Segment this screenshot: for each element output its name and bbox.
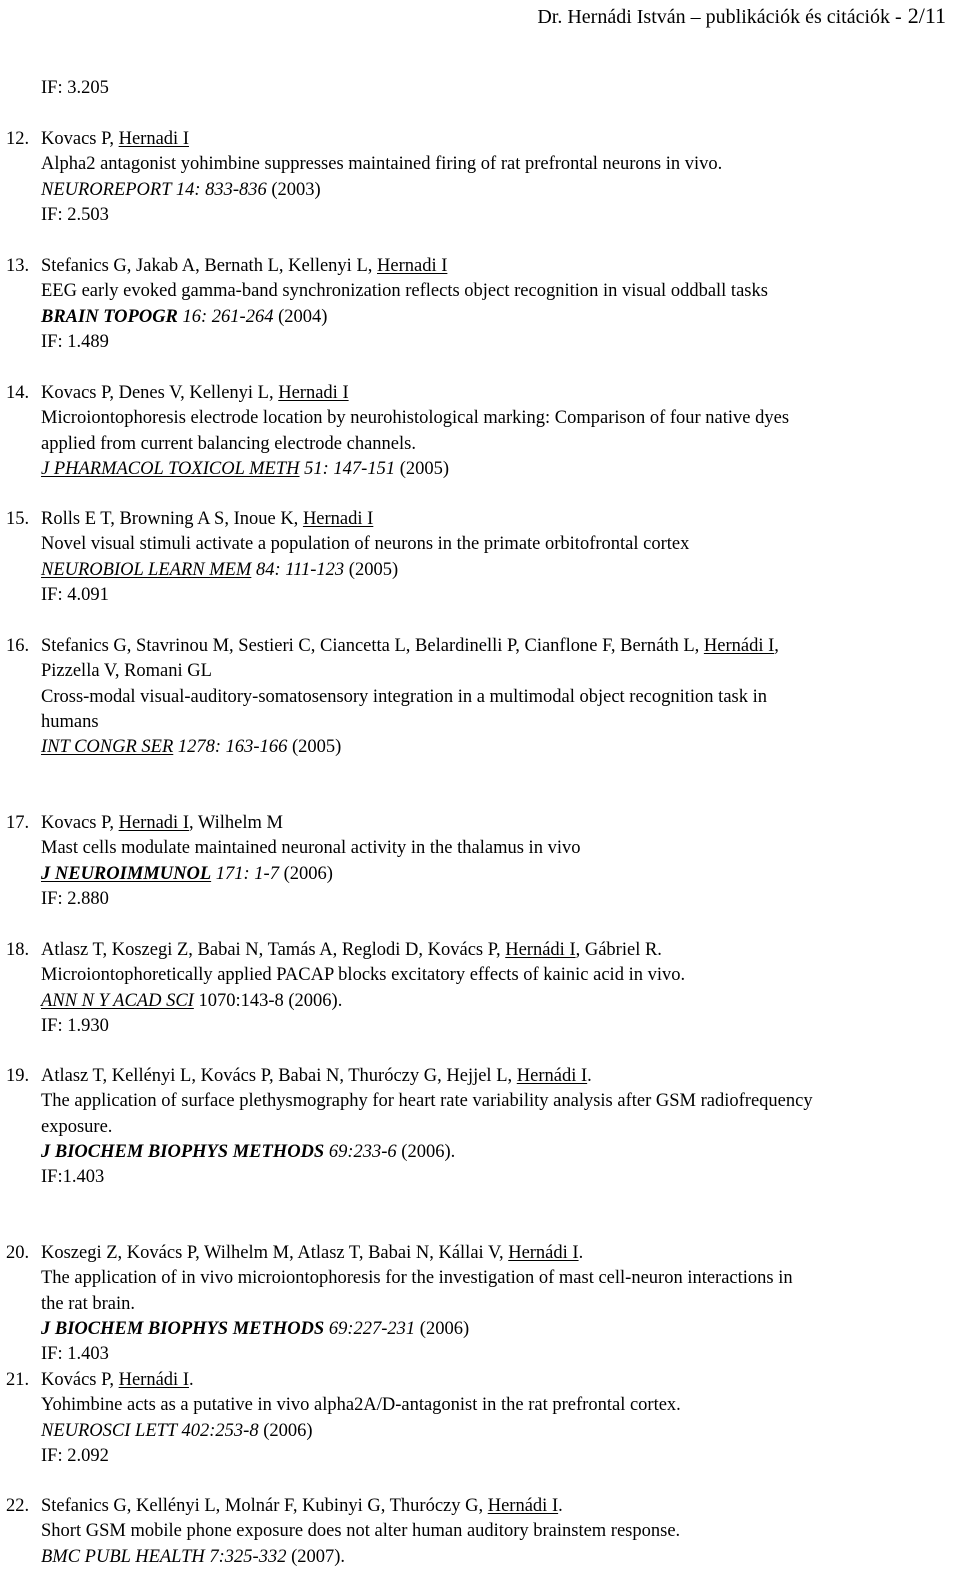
article-title: Mast cells modulate maintained neuronal activity in the thalamus in vivo: [41, 838, 581, 859]
article-title: Novel visual stimuli activate a population of neurons in the primate orbitofrontal cortex: [41, 534, 690, 555]
impact-factor: IF:1.403: [41, 1167, 105, 1188]
volume-pages: 1278: 163-166: [173, 737, 288, 758]
year: (2003): [266, 179, 321, 200]
year: (2004): [273, 306, 328, 327]
journal-name: BMC PUBL HEALTH: [41, 1546, 205, 1567]
journal-citation: [41, 735, 959, 760]
impact-factor: IF: 2.880: [41, 888, 109, 909]
year: (2006): [258, 1420, 313, 1441]
journal-name: J PHARMACOL TOXICOL METH: [41, 458, 300, 479]
journal-citation: [41, 178, 959, 203]
authors: Kovacs P, Denes V, Kellenyi L, Hernadi I: [41, 383, 349, 403]
journal-citation: [41, 989, 959, 1014]
article-title: Short GSM mobile phone exposure does not alter human auditory brainstem response.: [41, 1521, 681, 1542]
highlighted-author: Hernádi I: [516, 1066, 588, 1086]
entry-number: 19.: [6, 1066, 30, 1086]
volume-pages: 16: 261-264: [177, 306, 274, 327]
journal-citation: [41, 305, 959, 330]
authors: Kovacs P, Hernadi I, Wilhelm M: [41, 813, 283, 833]
authors: Stefanics G, Jakab A, Bernath L, Kellenyi L, Hernadi I: [41, 256, 448, 276]
journal-citation: [41, 862, 959, 887]
authors-line-2: Pizzella V, Romani GL: [41, 661, 212, 682]
journal-name: NEUROREPORT: [41, 179, 172, 200]
journal-name: ANN N Y ACAD SCI: [41, 990, 194, 1011]
year: (2007).: [286, 1546, 346, 1567]
volume-pages: 51: 147-151: [299, 458, 396, 479]
page-header: [537, 3, 946, 30]
volume-pages: 84: 111-123: [251, 559, 345, 580]
volume-pages: 171: 1-7: [211, 863, 279, 884]
entry-number: 20.: [6, 1243, 30, 1263]
article-title: Microiontophoretically applied PACAP blocks excitatory effects of kainic acid in vivo.: [41, 965, 686, 986]
authors: Rolls E T, Browning A S, Inoue K, Hernadi I: [41, 509, 374, 529]
year: (2006).: [396, 1141, 456, 1162]
highlighted-author: Hernadi I: [278, 383, 349, 403]
article-title-line-1: The application of surface plethysmography for heart rate variability analysis after GSM radiofrequency: [41, 1091, 813, 1112]
journal-name: J BIOCHEM BIOPHYS METHODS: [41, 1318, 325, 1339]
authors: Stefanics G, Stavrinou M, Sestieri C, Ciancetta L, Belardinelli P, Cianflone F, Bernáth L, Hernádi I,: [41, 636, 779, 656]
impact-factor: IF: 2.092: [41, 1445, 109, 1466]
highlighted-author: Hernádi I: [505, 940, 576, 960]
impact-factor: IF: 2.503: [41, 204, 109, 225]
highlighted-author: Hernadi I: [118, 813, 189, 833]
volume-pages: 1070:143-8 (2006).: [193, 990, 343, 1011]
highlighted-author: Hernádi I: [703, 636, 775, 656]
impact-factor: IF: 4.091: [41, 584, 109, 605]
article-title-line-2: applied from current balancing electrode channels.: [41, 433, 416, 454]
entry-number: 18.: [6, 940, 30, 960]
year: (2005): [344, 559, 399, 580]
entry-number: 13.: [6, 256, 30, 276]
highlighted-author: Hernadi I: [377, 256, 448, 276]
entry-number: 21.: [6, 1370, 30, 1390]
impact-factor: IF: 1.489: [41, 331, 109, 352]
year: (2006): [415, 1318, 470, 1339]
entry-number: 14.: [6, 383, 30, 403]
journal-name: J BIOCHEM BIOPHYS METHODS: [41, 1141, 325, 1162]
journal-name: BRAIN TOPOGR: [41, 306, 178, 327]
entry-number: 22.: [6, 1496, 30, 1516]
volume-pages: 69:233-6: [324, 1141, 397, 1162]
header-title: Dr. Hernádi István – publikációk és citációk -: [537, 6, 902, 28]
page-number: 2/11: [907, 3, 946, 28]
journal-citation: [41, 558, 959, 583]
article-title-line-1: The application of in vivo microiontophoresis for the investigation of mast cell-neuron interactions in: [41, 1268, 793, 1289]
authors: Kovács P, Hernádi I.: [41, 1370, 194, 1390]
article-title-line-1: Cross-modal visual-auditory-somatosensory integration in a multimodal object recognition task in: [41, 686, 767, 707]
article-title: EEG early evoked gamma-band synchronization reflects object recognition in visual oddball tasks: [41, 281, 768, 302]
article-title: Alpha2 antagonist yohimbine suppresses maintained firing of rat prefrontal neurons in vivo.: [41, 154, 723, 175]
impact-factor-carryover: IF: 3.205: [41, 78, 109, 98]
journal-name: NEUROBIOL LEARN MEM: [41, 559, 252, 580]
journal-citation: [41, 1317, 959, 1342]
journal-citation: [41, 1140, 959, 1165]
impact-factor: IF: 1.930: [41, 1015, 109, 1036]
entry-number: 12.: [6, 129, 30, 149]
highlighted-author: Hernádi I: [118, 1370, 189, 1390]
article-title-line-2: the rat brain.: [41, 1293, 135, 1314]
highlighted-author: Hernadi I: [118, 129, 189, 149]
entry-number: 17.: [6, 813, 30, 833]
year: (2005): [287, 737, 342, 758]
entry-number: 16.: [6, 636, 30, 656]
highlighted-author: Hernádi I: [487, 1496, 559, 1516]
article-title-line-2: humans: [41, 711, 99, 732]
article-title: Yohimbine acts as a putative in vivo alpha2A/D-antagonist in the rat prefrontal cortex.: [41, 1395, 681, 1416]
year: (2005): [395, 458, 450, 479]
volume-pages: 14: 833-836: [171, 179, 267, 200]
authors: Atlasz T, Koszegi Z, Babai N, Tamás A, Reglodi D, Kovács P, Hernádi I, Gábriel R.: [41, 940, 662, 960]
journal-name: INT CONGR SER: [41, 737, 174, 758]
article-title-line-1: Microiontophoresis electrode location by neurohistological marking: Comparison of four native dyes: [41, 408, 790, 429]
authors: Koszegi Z, Kovács P, Wilhelm M, Atlasz T, Babai N, Kállai V, Hernádi I.: [41, 1243, 584, 1263]
authors: Kovacs P, Hernadi I: [41, 129, 189, 149]
volume-pages: 402:253-8: [176, 1420, 259, 1441]
journal-name: NEUROSCI LETT: [41, 1420, 177, 1441]
entry-number: 15.: [6, 509, 30, 529]
journal-name: J NEUROIMMUNOL: [41, 863, 212, 884]
highlighted-author: Hernadi I: [302, 509, 374, 529]
volume-pages: 69:227-231: [324, 1318, 416, 1339]
impact-factor: IF: 1.403: [41, 1344, 109, 1365]
article-title-line-2: exposure.: [41, 1116, 113, 1137]
journal-citation: [41, 1419, 959, 1444]
volume-pages: 7:325-332: [204, 1546, 287, 1567]
journal-citation: [41, 457, 959, 482]
authors: Stefanics G, Kellényi L, Molnár F, Kubinyi G, Thuróczy G, Hernádi I.: [41, 1496, 563, 1516]
journal-citation: [41, 1545, 959, 1570]
year: (2006): [278, 863, 333, 884]
highlighted-author: Hernádi I: [508, 1243, 579, 1263]
authors: Atlasz T, Kellényi L, Kovács P, Babai N, Thuróczy G, Hejjel L, Hernádi I.: [41, 1066, 592, 1086]
